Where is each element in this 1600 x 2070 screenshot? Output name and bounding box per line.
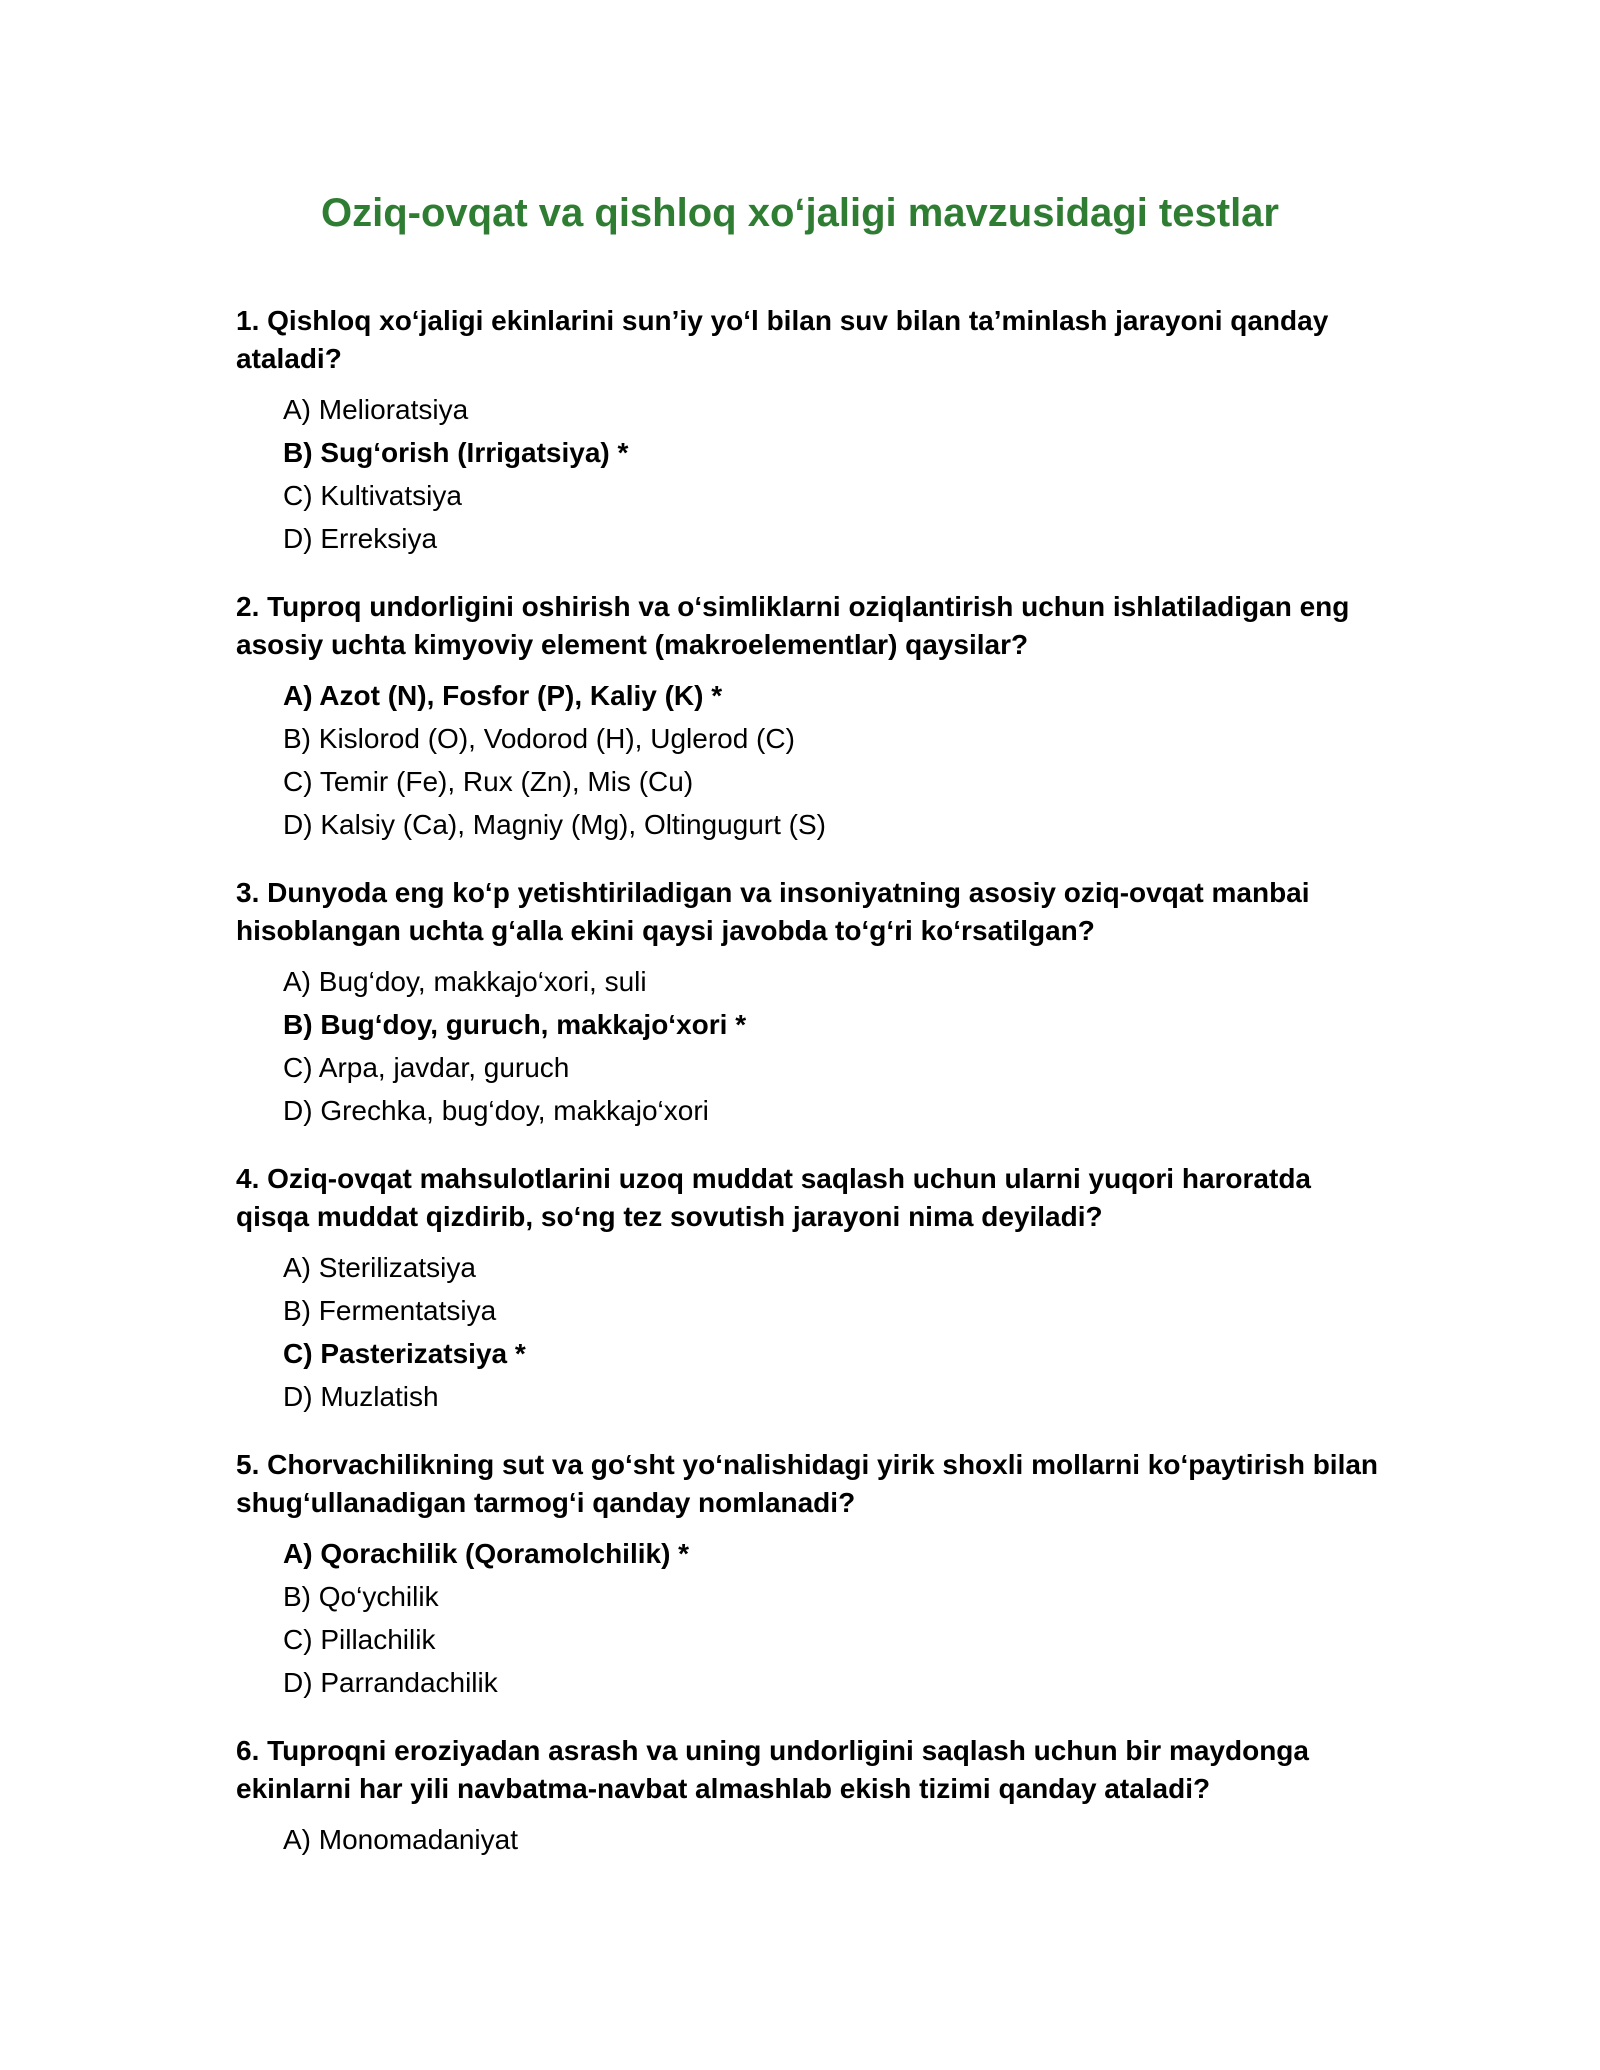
answer-options (236, 388, 1386, 560)
question-1 (236, 302, 1386, 560)
correct-answer-option: C) Pasterizatsiya * (283, 1338, 526, 1369)
answer-option: C) Pillachilik (283, 1624, 436, 1655)
answer-option: D) Erreksiya (283, 523, 438, 554)
answer-option: A) Monomadaniyat (283, 1824, 519, 1855)
question-text: 5. Chorvachilikning sut va go‘sht yo‘nalishidagi yirik shoxli mollarni ko‘paytirish bilan shug‘ullanadigan tarmog‘i qanday nomlanadi? (236, 1449, 1379, 1518)
answer-option: B) Fermentatsiya (283, 1295, 497, 1326)
answer-option: C) Kultivatsiya (283, 480, 462, 511)
answer-option: C) Arpa, javdar, guruch (283, 1052, 570, 1083)
answer-options (236, 1532, 1386, 1704)
question-text: 4. Oziq-ovqat mahsulotlarini uzoq muddat saqlash uchun ularni yuqori haroratda qisqa muddat qizdirib, so‘ng tez sovutish jarayoni nima deyiladi? (236, 1163, 1312, 1232)
answer-option: D) Grechka, bug‘doy, makkajo‘xori (283, 1095, 709, 1126)
question-3 (236, 874, 1386, 1132)
question-5 (236, 1446, 1386, 1704)
answer-option: D) Muzlatish (283, 1381, 439, 1412)
correct-answer-option: A) Azot (N), Fosfor (P), Kaliy (K) * (283, 680, 723, 711)
answer-option: A) Sterilizatsiya (283, 1252, 476, 1283)
question-text: 6. Tuproqni eroziyadan asrash va uning undorligini saqlash uchun bir maydonga ekinlarni har yili navbatma-navbat almashlab ekish tizimi qanday ataladi? (236, 1735, 1309, 1804)
question-6 (236, 1732, 1386, 1861)
answer-options (236, 960, 1386, 1132)
question-text: 2. Tuproq undorligini oshirish va o‘simliklarni oziqlantirish uchun ishlatiladigan eng asosiy uchta kimyoviy element (makroelementlar) qaysilar? (236, 591, 1350, 660)
answer-option: A) Bug‘doy, makkajo‘xori, suli (283, 966, 647, 997)
question-text: 1. Qishloq xo‘jaligi ekinlarini sun’iy yo‘l bilan suv bilan ta’minlash jarayoni qanday ataladi? (236, 305, 1329, 374)
answer-option: B) Qo‘ychilik (283, 1581, 439, 1612)
answer-option: C) Temir (Fe), Rux (Zn), Mis (Cu) (283, 766, 694, 797)
question-text: 3. Dunyoda eng ko‘p yetishtiriladigan va insoniyatning asosiy oziq-ovqat manbai hisoblangan uchta g‘alla ekini qaysi javobda to‘g‘ri ko‘rsatilgan? (236, 877, 1310, 946)
question-list (236, 302, 1386, 1889)
correct-answer-option: A) Qorachilik (Qoramolchilik) * (283, 1538, 690, 1569)
question-2 (236, 588, 1386, 846)
answer-options (236, 674, 1386, 846)
page-title: Oziq-ovqat va qishloq xo‘jaligi mavzusidagi testlar (321, 191, 1279, 235)
question-4 (236, 1160, 1386, 1418)
answer-options (236, 1818, 1386, 1861)
answer-option: D) Kalsiy (Ca), Magniy (Mg), Oltingugurt (S) (283, 809, 827, 840)
answer-option: D) Parrandachilik (283, 1667, 498, 1698)
answer-option: A) Melioratsiya (283, 394, 469, 425)
correct-answer-option: B) Bug‘doy, guruch, makkajo‘xori * (283, 1009, 747, 1040)
answer-options (236, 1246, 1386, 1418)
correct-answer-option: B) Sug‘orish (Irrigatsiya) * (283, 437, 629, 468)
answer-option: B) Kislorod (O), Vodorod (H), Uglerod (C) (283, 723, 795, 754)
